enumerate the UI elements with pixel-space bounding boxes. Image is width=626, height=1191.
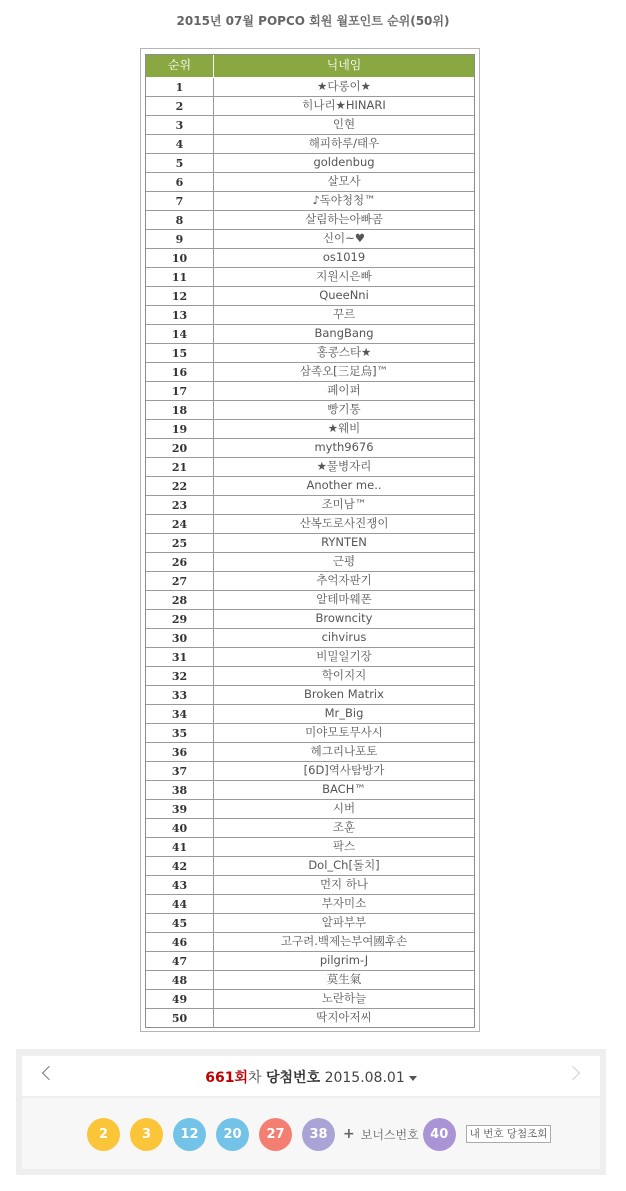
rank-number: 47 bbox=[146, 952, 214, 970]
rank-number: 35 bbox=[146, 724, 214, 742]
rank-number: 17 bbox=[146, 382, 214, 400]
table-row bbox=[146, 724, 474, 743]
rank-number: 19 bbox=[146, 420, 214, 438]
nickname: Broken Matrix bbox=[304, 687, 384, 701]
table-row bbox=[146, 192, 474, 211]
table-row bbox=[146, 857, 474, 876]
ranking-rows bbox=[146, 78, 474, 1028]
nickname: 홍콩스타★ bbox=[316, 345, 372, 359]
rank-number: 41 bbox=[146, 838, 214, 856]
table-row bbox=[146, 515, 474, 534]
table-row bbox=[146, 838, 474, 857]
table-row bbox=[146, 762, 474, 781]
rank-number: 37 bbox=[146, 762, 214, 780]
lotto-ball: 12 bbox=[173, 1118, 206, 1151]
nickname: 먼지 하나 bbox=[319, 877, 369, 891]
rank-number: 49 bbox=[146, 990, 214, 1008]
table-row bbox=[146, 382, 474, 401]
rank-number: 44 bbox=[146, 895, 214, 913]
nickname: 조미남™ bbox=[321, 497, 367, 511]
table-row bbox=[146, 363, 474, 382]
table-row bbox=[146, 800, 474, 819]
rank-number: 45 bbox=[146, 914, 214, 932]
table-row bbox=[146, 990, 474, 1009]
ranking-table-inner bbox=[145, 54, 475, 1028]
nickname: 신이~♥ bbox=[322, 231, 366, 245]
nickname: Browncity bbox=[315, 611, 373, 625]
rank-number: 15 bbox=[146, 344, 214, 362]
table-row bbox=[146, 743, 474, 762]
table-row bbox=[146, 306, 474, 325]
table-row bbox=[146, 933, 474, 952]
nickname: Dol_Ch[돌치] bbox=[308, 858, 380, 872]
lotto-header bbox=[22, 1056, 600, 1096]
rank-number: 29 bbox=[146, 610, 214, 628]
lotto-balls bbox=[87, 1117, 551, 1151]
rank-number: 34 bbox=[146, 705, 214, 723]
bonus-ball: 40 bbox=[423, 1118, 456, 1151]
rank-number: 8 bbox=[146, 211, 214, 229]
ranking-table bbox=[140, 48, 480, 1032]
nickname: 빵기통 bbox=[327, 402, 361, 416]
table-row bbox=[146, 78, 474, 97]
nickname: Mr_Big bbox=[324, 706, 364, 720]
rank-number: 14 bbox=[146, 325, 214, 343]
page-title: 2015년 07월 POPCO 회원 월포인트 순위(50위) bbox=[176, 14, 450, 28]
nickname: 삼족오[三足烏]™ bbox=[299, 364, 389, 378]
rank-number: 10 bbox=[146, 249, 214, 267]
rank-number: 36 bbox=[146, 743, 214, 761]
nickname: 지원시은빠 bbox=[316, 269, 372, 283]
table-row bbox=[146, 705, 474, 724]
table-row bbox=[146, 629, 474, 648]
plus-sign: + bbox=[343, 1126, 355, 1142]
rank-number: 48 bbox=[146, 971, 214, 989]
table-row bbox=[146, 610, 474, 629]
nickname: [6D]역사탐방가 bbox=[303, 763, 385, 777]
table-row bbox=[146, 325, 474, 344]
table-row bbox=[146, 211, 474, 230]
table-row bbox=[146, 686, 474, 705]
lotto-ball: 3 bbox=[130, 1118, 163, 1151]
nickname: 알테마웨폰 bbox=[316, 592, 372, 606]
nickname: 인현 bbox=[332, 117, 356, 131]
nickname: RYNTEN bbox=[321, 535, 367, 549]
nickname: 추억자판기 bbox=[316, 573, 372, 587]
rank-number: 38 bbox=[146, 781, 214, 799]
table-row bbox=[146, 97, 474, 116]
header-rank: 순위 bbox=[146, 55, 214, 77]
lotto-round-suffix: 차 bbox=[248, 1070, 262, 1086]
lotto-ball: 27 bbox=[259, 1118, 292, 1151]
nickname: 살림하는아빠곰 bbox=[305, 212, 383, 226]
header-nickname: 닉네임 bbox=[326, 58, 362, 72]
lotto-date: 2015.08.01 bbox=[324, 1070, 405, 1086]
table-row bbox=[146, 401, 474, 420]
nickname: BACH™ bbox=[322, 782, 366, 796]
rank-number: 33 bbox=[146, 686, 214, 704]
nickname: 알파부부 bbox=[321, 915, 367, 929]
rank-number: 31 bbox=[146, 648, 214, 666]
rank-number: 20 bbox=[146, 439, 214, 457]
nickname: 팍스 bbox=[332, 839, 356, 853]
table-row bbox=[146, 173, 474, 192]
rank-number: 50 bbox=[146, 1009, 214, 1028]
nickname: 고구려.백제는부여國후손 bbox=[280, 934, 408, 948]
rank-number: 4 bbox=[146, 135, 214, 153]
rank-number: 6 bbox=[146, 173, 214, 191]
nickname: 미야모토무사시 bbox=[305, 725, 383, 739]
table-row bbox=[146, 895, 474, 914]
ranking-table-header bbox=[146, 55, 474, 77]
nickname: 페이퍼 bbox=[327, 383, 361, 397]
table-row bbox=[146, 154, 474, 173]
table-row bbox=[146, 534, 474, 553]
table-row bbox=[146, 591, 474, 610]
nickname: ★웨비 bbox=[327, 421, 361, 435]
nickname: 살모사 bbox=[327, 174, 361, 188]
lotto-label: 당첨번호 bbox=[266, 1070, 321, 1086]
lotto-date-select[interactable] bbox=[325, 1070, 417, 1086]
table-row bbox=[146, 116, 474, 135]
rank-number: 9 bbox=[146, 230, 214, 248]
table-row bbox=[146, 572, 474, 591]
rank-number: 3 bbox=[146, 116, 214, 134]
nickname: pilgrim-J bbox=[319, 953, 369, 967]
lotto-title bbox=[22, 1067, 600, 1087]
lotto-round: 661회 bbox=[205, 1070, 249, 1086]
table-row bbox=[146, 876, 474, 895]
rank-number: 11 bbox=[146, 268, 214, 286]
rank-number: 26 bbox=[146, 553, 214, 571]
rank-number: 22 bbox=[146, 477, 214, 495]
nickname: myth9676 bbox=[314, 440, 374, 454]
rank-number: 46 bbox=[146, 933, 214, 951]
rank-number: 2 bbox=[146, 97, 214, 115]
rank-number: 1 bbox=[146, 78, 214, 96]
rank-number: 43 bbox=[146, 876, 214, 894]
nickname: QueeNni bbox=[319, 288, 369, 302]
nickname: 비밀일기장 bbox=[316, 649, 372, 663]
nickname: cihvirus bbox=[321, 630, 367, 644]
nickname: ★다롱이★ bbox=[317, 79, 371, 93]
rank-number: 7 bbox=[146, 192, 214, 210]
nickname: ♪독야청청™ bbox=[312, 193, 376, 207]
table-row bbox=[146, 914, 474, 933]
nickname: 노란하늘 bbox=[321, 991, 367, 1005]
rank-number: 23 bbox=[146, 496, 214, 514]
rank-number: 39 bbox=[146, 800, 214, 818]
table-row bbox=[146, 344, 474, 363]
bonus-label: 보너스번호 bbox=[360, 1127, 419, 1142]
nickname: ★물병자리 bbox=[316, 459, 372, 473]
table-row bbox=[146, 553, 474, 572]
table-row bbox=[146, 477, 474, 496]
nickname: 꾸르 bbox=[332, 307, 356, 321]
nickname: 히나리★HINARI bbox=[302, 98, 386, 112]
rank-number: 27 bbox=[146, 572, 214, 590]
table-row bbox=[146, 781, 474, 800]
rank-number: 5 bbox=[146, 154, 214, 172]
table-row bbox=[146, 971, 474, 990]
nickname: 산복도로사진쟁이 bbox=[299, 516, 389, 530]
nickname: 헤그리나포토 bbox=[310, 744, 378, 758]
nickname: 시버 bbox=[332, 801, 356, 815]
nickname: BangBang bbox=[314, 326, 374, 340]
table-row bbox=[146, 230, 474, 249]
caret-down-icon bbox=[409, 1076, 417, 1081]
table-row bbox=[146, 268, 474, 287]
table-row bbox=[146, 458, 474, 477]
table-row bbox=[146, 648, 474, 667]
lotto-ball: 38 bbox=[302, 1118, 335, 1151]
nickname: 학이지지 bbox=[321, 668, 367, 682]
rank-number: 42 bbox=[146, 857, 214, 875]
table-row bbox=[146, 249, 474, 268]
nickname: 莫生氣 bbox=[326, 972, 362, 986]
lotto-numbers-area bbox=[22, 1098, 600, 1169]
table-row bbox=[146, 135, 474, 154]
check-my-numbers-button[interactable]: 내 번호 당첨조회 bbox=[466, 1125, 552, 1143]
rank-number: 32 bbox=[146, 667, 214, 685]
table-row bbox=[146, 1009, 474, 1028]
rank-number: 18 bbox=[146, 401, 214, 419]
table-row bbox=[146, 439, 474, 458]
nickname: os1019 bbox=[322, 250, 366, 264]
table-row bbox=[146, 420, 474, 439]
nickname: 근평 bbox=[332, 554, 356, 568]
nickname: 조훈 bbox=[332, 820, 356, 834]
table-row bbox=[146, 287, 474, 306]
nickname: 해피하루/태우 bbox=[308, 136, 380, 150]
rank-number: 13 bbox=[146, 306, 214, 324]
rank-number: 12 bbox=[146, 287, 214, 305]
rank-number: 25 bbox=[146, 534, 214, 552]
table-row bbox=[146, 952, 474, 971]
lotto-result-panel bbox=[16, 1049, 606, 1175]
rank-number: 40 bbox=[146, 819, 214, 837]
rank-number: 21 bbox=[146, 458, 214, 476]
rank-number: 30 bbox=[146, 629, 214, 647]
table-row bbox=[146, 667, 474, 686]
nickname: 딱지아저씨 bbox=[316, 1010, 372, 1024]
nickname: goldenbug bbox=[313, 155, 375, 169]
table-row bbox=[146, 496, 474, 515]
rank-number: 16 bbox=[146, 363, 214, 381]
lotto-ball: 20 bbox=[216, 1118, 249, 1151]
rank-number: 24 bbox=[146, 515, 214, 533]
nickname: 부자미소 bbox=[321, 896, 367, 910]
lotto-ball: 2 bbox=[87, 1118, 120, 1151]
nickname: Another me.. bbox=[306, 478, 382, 492]
table-row bbox=[146, 819, 474, 838]
rank-number: 28 bbox=[146, 591, 214, 609]
